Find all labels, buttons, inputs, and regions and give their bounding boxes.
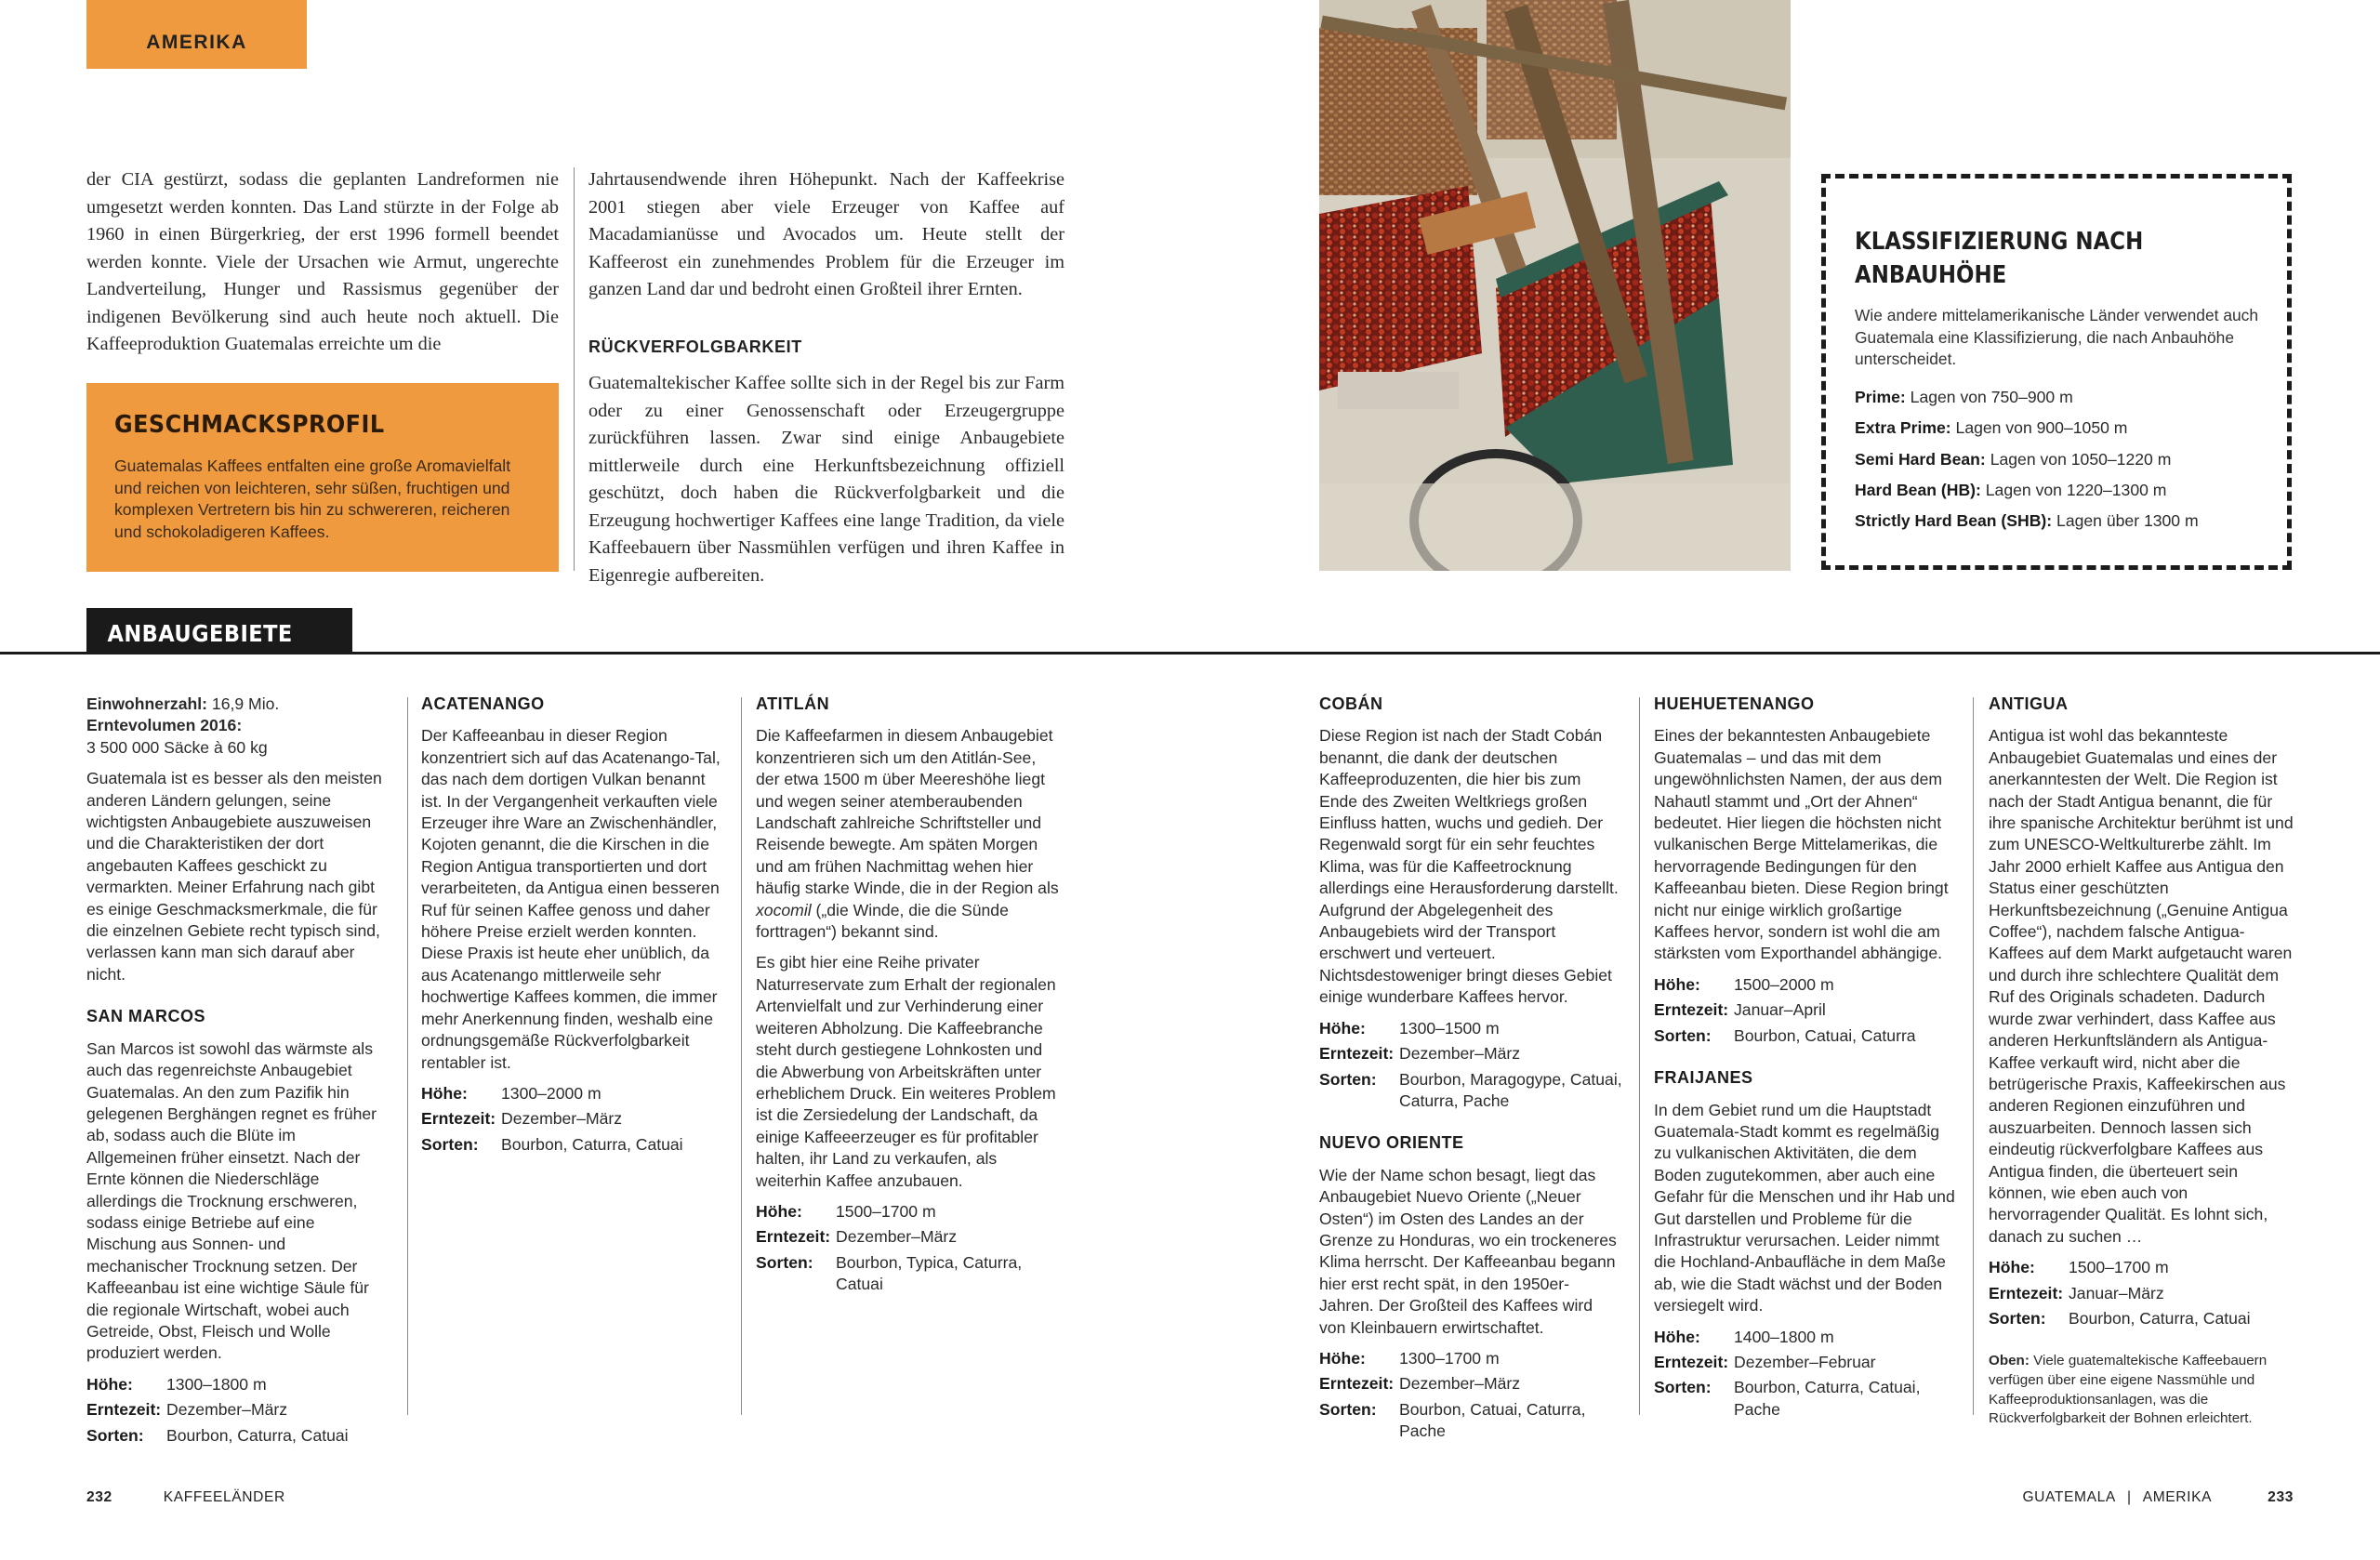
region-facts: Höhe: 1300–1500 m Erntezeit: Dezember–März Sorten: Bourbon, Maragogype, Catuai, Caturra, Pache [1319, 1018, 1622, 1110]
column-stats [86, 694, 389, 1447]
subheading-rueckverfolgbarkeit: RÜCKVERFOLGBARKEIT [588, 337, 802, 356]
wet-mill-photo [1319, 0, 1791, 571]
harvest-label: Erntevolumen 2016: [86, 716, 243, 735]
section-heading: ANBAUGEBIETE [107, 620, 293, 647]
region-title-san-marcos: SAN MARCOS [86, 1007, 206, 1026]
footer-country: GUATEMALA [2022, 1489, 2116, 1505]
flavor-profile-title: GESCHMACKSPROFIL [114, 411, 385, 439]
column-divider [574, 167, 575, 571]
column-divider [407, 697, 408, 1415]
region-facts: Höhe: 1300–2000 m Erntezeit: Dezember–März Sorten: Bourbon, Caturra, Catuai [421, 1083, 683, 1154]
population-line: Einwohnerzahl: 16,9 Mio. [86, 694, 280, 713]
classification-row: Hard Bean (HB): Lagen von 1220–1300 m [1855, 481, 2167, 499]
column-atitlan [756, 694, 1061, 1296]
region-title-nuevo-oriente: NUEVO ORIENTE [1319, 1133, 1464, 1153]
body-paragraph: Jahrtausendwende ihren Höhepunkt. Nach der Kaffeekrise 2001 stiegen aber viele Erzeuger von Kaffee auf Macadamianüsse und Avocados um. Heute stellt der Kaffeerost ein zunehmendes Problem für die Erzeuger im ganzen Land dar und bedroht einen Großteil ihrer Ernten. [588, 169, 1064, 299]
column-acatenango [421, 694, 723, 1156]
section-rule [0, 652, 2380, 654]
region-title-coban: COBÁN [1319, 694, 1383, 713]
footer-right [2022, 1489, 2294, 1506]
region-facts: Höhe: 1500–1700 m Erntezeit: Januar–März Sorten: Bourbon, Caturra, Catuai [1989, 1258, 2251, 1328]
region-text: Diese Region ist nach der Stadt Cobán benannt, die dank der deutschen Kaffeeproduzenten, die hier bis zum Ende des Zweiten Weltkriegs großen Einfluss hatten, wuchs und gedieh. Der Regenwald sorgt für ein sehr feuchtes Klima, was für die Kaffeetrocknung allerdings eine Herausforderung darstellt. Aufgrund der Abgelegenheit des Anbaugebiets wird der Transport erschwert und verteuert. Nichtsdestoweniger bringt dieses Gebiet einige wunderbare Kaffees hervor. [1319, 726, 1619, 1007]
region-text: Antigua ist wohl das bekannteste Anbaugebiet Guatemalas und eines der anerkanntesten der Welt. Die Region ist nach der Stadt Antigua benannt, die für ihre spanische Architektur berühmt ist und zum UNESCO-Weltkulturerbe zählt. Im Jahr 2000 erhielt Kaffee aus Antigua den Status einer geschützten Herkunftsbezeichnung („Genuine Antigua Coffee“), nachdem falsche Antigua-Kaffees auf dem Markt aufgetaucht waren und durch ihre schlechtere Qualität dem Ruf des Originals schadeten. Dadurch wurde zwar verhindert, dass Kaffee aus anderen Herkunftsländern als Antigua-Kaffee verkauft wird, nicht aber die betrügerische Praxis, Kaffeekirschen aus anderen Regionen einzuführen und auszuarbeiten. Dennoch lassen sich eindeutig rückverfolgbare Kaffees aus Antigua finden, die überteuert sein können, wie eben auch von hervorragender Qualität. Es lohnt sich, danach zu suchen … [1989, 726, 2294, 1246]
column-divider [741, 697, 742, 1415]
region-facts: Höhe: 1500–1700 m Erntezeit: Dezember–März Sorten: Bourbon, Typica, Caturra, Catuai [756, 1201, 1023, 1294]
region-text: Es gibt hier eine Reihe privater Naturreservate zum Erhalt der regionalen Artenvielfalt und zur Verhinderung einer weiteren Abholzung. Die Kaffeebranche steht durch gestiegene Lohnkosten und die Abwerbung von Arbeitskräften unter erheblichem Druck. Ein weiteres Problem ist die Zersiedelung der Landschaft, da einige Kaffeeerzeuger es für profitabler halten, ihr Land zu verkaufen, als weiterhin Kaffee anzubauen. [756, 953, 1056, 1190]
harvest-value: 3 500 000 Säcke à 60 kg [86, 737, 268, 757]
region-facts: Höhe: 1300–1800 m Erntezeit: Dezember–März Sorten: Bourbon, Caturra, Catuai [86, 1374, 349, 1445]
body-paragraph: der CIA gestürzt, sodass die geplanten Landreformen nie umgesetzt werden konnten. Das Land stürzte in der Folge ab 1960 in einen Bürgerkrieg, der erst 1996 formell beendet werden konnte. Viele der Ursachen wie Armut, ungerechte Landverteilung, Hunger und Rassismus gegenüber der indigenen Bevölkerung sind auch heute noch aktuell. Die Kaffeeproduktion Guatemalas erreichte um die [86, 169, 559, 354]
region-facts: Höhe: 1500–2000 m Erntezeit: Januar–April Sorten: Bourbon, Catuai, Caturra [1654, 974, 1916, 1045]
footer-region: AMERIKA [2142, 1489, 2212, 1505]
region-text: San Marcos ist sowohl das wärmste als auch das regenreichste Anbaugebiet Guatemalas. An den zum Pazifik hin gelegenen Berghängen regnet es früher ab, sodass auch die Blüte im Allgemeinen früher einsetzt. Nach der Ernte können die Niederschläge allerdings die Trocknung erschweren, sodass einige Betriebe auf eine Mischung aus Sonnen- und mechanischer Trocknung setzen. Der Kaffeeanbau ist eine wichtige Säule für die regionale Wirtschaft, wobei auch Getreide, Obst, Fleisch und Wolle produziert werden. [86, 1038, 377, 1363]
region-title-atitlan: ATITLÁN [756, 694, 830, 713]
body-text-col1 [86, 166, 559, 359]
classification-intro: Wie andere mittelamerikanische Länder verwendet auch Guatemala eine Klassifizierung, die nach Anbauhöhe unterscheidet. [1855, 306, 2259, 369]
body-paragraph: Guatemaltekischer Kaffee sollte sich in der Regel bis zur Farm oder zu einer Genossenschaft oder Erzeugergruppe zurückführen lassen. Zwar sind einige Anbaugebiete mittlerweile durch eine Herkunftsbezeichnung offiziell geschützt, doch haben die Rückverfolgbarkeit und die Erzeugung hochwertiger Kaffees eine lange Tradition, da viele Kaffeebauern über Nassmühlen verfügen und ihren Kaffee in Eigenregie aufbereiten. [588, 373, 1064, 586]
region-title-huehuetenango: HUEHUETENANGO [1654, 694, 1815, 713]
column-coban [1319, 694, 1622, 1443]
column-antigua [1989, 694, 2294, 1429]
classification-row: Prime: Lagen von 750–900 m [1855, 387, 2073, 406]
page-number: 233 [2268, 1489, 2294, 1505]
classification-row: Extra Prime: Lagen von 900–1050 m [1855, 418, 2128, 438]
classification-row: Semi Hard Bean: Lagen von 1050–1220 m [1855, 449, 2172, 469]
stats-text: Guatemala ist es besser als den meisten anderen Ländern gelungen, seine wichtigsten Anbaugebiete auszuweisen und die Charakteristiken der dort angebauten Kaffees geschickt zu vermarkten. Meiner Erfahrung nach gibt es einige Geschmacksmerkmale, die für die einzelnen Gebiete recht typisch sind, verlassen kann man sich darauf aber nicht. [86, 769, 382, 984]
region-title-fraijanes: FRAIJANES [1654, 1068, 1753, 1088]
region-title-acatenango: ACATENANGO [421, 694, 545, 713]
flavor-profile-text: Guatemalas Kaffees entfalten eine große Aromavielfalt und reichen von leichteren, sehr süßen, fruchtigen und komplexen Vertretern bis hin zu schwereren, reicheren und schokoladigeren Kaffees. [114, 456, 511, 541]
region-title-antigua: ANTIGUA [1989, 694, 2069, 713]
footer-left [86, 1489, 285, 1506]
region-text: Eines der bekanntesten Anbaugebiete Guatemalas – und das mit dem ungewöhnlichsten Namen, der aus dem Nahautl stammt und „Ort der Ahnen“ bedeutet. Hier liegen die höchsten nicht vulkanischen Berge Mittelamerikas, die hervorragende Bedingungen für den Kaffeeanbau bieten. Diese Region bringt nicht nur einige wirklich großartige Kaffees hervor, sondern ist wohl die am stärksten vom Exporthandel abhängige. [1654, 726, 1949, 963]
column-huehuetenango [1654, 694, 1957, 1421]
region-text: Wie der Name schon besagt, liegt das Anbaugebiet Nuevo Oriente („Neuer Osten“) im Osten des Landes an der Grenze zu Honduras, wo ein trockeneres Klima herrscht. Der Kaffeeanbau begann hier erst recht spät, in den 1950er-Jahren. Der Großteil des Kaffees wird von Kleinbauern erwirtschaftet. [1319, 1165, 1617, 1337]
region-text: Die Kaffeefarmen in diesem Anbaugebiet konzentrieren sich um den Atitlán-See, der etwa 1500 m über Meereshöhe liegt und wegen seiner atemberaubenden Landschaft zahlreiche Schriftsteller und Reisende bewegte. Am späten Morgen und am frühen Nachmittag wehen hier häufig starke Winde, die in der Region als xocomil („die Winde, die die Sünde forttragen“) bekannt sind. [756, 726, 1059, 942]
column-divider [1639, 697, 1640, 1415]
region-facts: Höhe: 1300–1700 m Erntezeit: Dezember–März Sorten: Bourbon, Catuai, Caturra, Pache [1319, 1348, 1586, 1441]
section-heading-bar [86, 608, 352, 653]
region-text: Der Kaffeeanbau in dieser Region konzentriert sich auf das Acatenango-Tal, das nach dem dortigen Vulkan benannt ist. In der Vergangenheit verkauften viele Erzeuger ihre Ware an Zwischenhändler, Kojoten genannt, die die Kirschen in die Region Antigua transportierten und dort verarbeiteten, da Antigua einen besseren Ruf für seinen Kaffee genoss und daher höhere Preise erzielt werden konnten. Diese Praxis ist heute eher unüblich, da aus Acatenango mittlerweile sehr hochwertige Kaffees kommen, die immer mehr Anerkennung finden, weshalb eine ordnungsgemäße Rückverfolgbarkeit rentabler ist. [421, 726, 721, 1072]
footer-chapter: KAFFEELÄNDER [163, 1489, 285, 1505]
classification-box [1821, 174, 2292, 570]
chapter-tab: AMERIKA [86, 0, 307, 69]
column-divider [1973, 697, 1974, 1415]
region-text: In dem Gebiet rund um die Hauptstadt Guatemala-Stadt kommt es regelmäßig zu vulkanischen Aktivitäten, die dem Boden zugutekommen, aber auch eine Gefahr für die Menschen und ihr Hab und Gut darstellen und Probleme für die Infrastruktur verursachen. Leider nimmt die Hochland-Anbaufläche in dem Maße ab, wie die Stadt wächst und der Boden versiegelt wird. [1654, 1100, 1955, 1315]
photo-caption: Oben: Viele guatemaltekische Kaffeebauern verfügen über eine eigene Nassmühle und Kaffeeproduktionsanlagen, was die Rückverfolgbarkeit der Bohnen erleichtert. [1989, 1353, 2268, 1427]
classification-row: Strictly Hard Bean (SHB): Lagen über 1300 m [1855, 511, 2199, 531]
footer-separator: | [2126, 1489, 2132, 1505]
region-facts: Höhe: 1400–1800 m Erntezeit: Dezember–Februar Sorten: Bourbon, Caturra, Catuai, Pache [1654, 1327, 1921, 1419]
flavor-profile-box [86, 383, 559, 572]
classification-title: KLASSIFIZIERUNG NACH ANBAUHÖHE [1855, 228, 2144, 289]
page-number: 232 [86, 1489, 112, 1505]
body-text-col2 [588, 166, 1064, 589]
